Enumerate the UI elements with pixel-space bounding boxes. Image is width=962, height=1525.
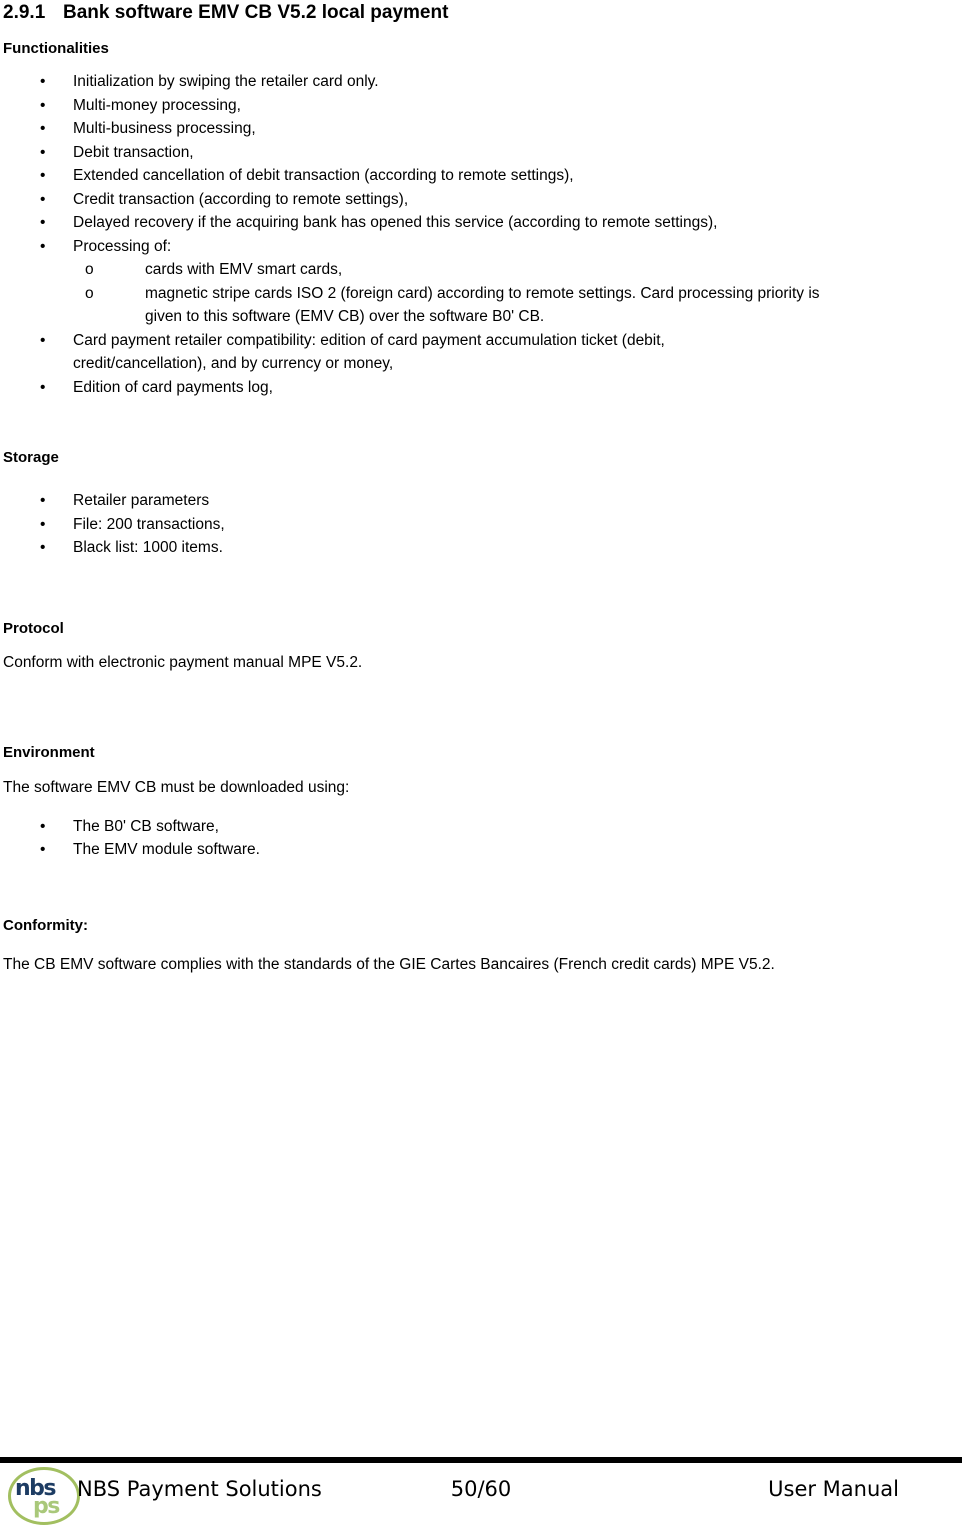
list-item-text: Retailer parameters bbox=[73, 492, 210, 509]
list-item bbox=[40, 117, 917, 141]
bullet-icon: • bbox=[40, 515, 46, 533]
list-item-text: Card payment retailer compatibility: edition of card payment accumulation ticket (debit, credit/cancellation), and by currency or money, bbox=[73, 331, 665, 372]
section-number: 2.9.1 bbox=[3, 2, 46, 23]
list-item-text: Initialization by swiping the retailer card only. bbox=[73, 73, 379, 90]
list-item bbox=[40, 376, 917, 400]
bullet-icon: • bbox=[40, 73, 46, 90]
bullet-icon: • bbox=[40, 817, 46, 835]
list-item bbox=[40, 141, 917, 165]
list-item bbox=[40, 329, 780, 376]
list-item-text: Delayed recovery if the acquiring bank has opened this service (according to remote settings), bbox=[73, 214, 718, 231]
sub-list-item bbox=[73, 258, 917, 282]
conformity-heading: Conformity: bbox=[3, 916, 88, 934]
list-item bbox=[40, 489, 917, 513]
environment-heading: Environment bbox=[3, 743, 95, 761]
list-item bbox=[40, 815, 917, 839]
sub-bullet-icon: o bbox=[85, 261, 94, 278]
protocol-heading: Protocol bbox=[3, 619, 64, 637]
bullet-icon: • bbox=[40, 143, 46, 161]
bullet-icon: • bbox=[40, 378, 46, 396]
list-item bbox=[40, 235, 917, 329]
sub-list-item bbox=[73, 282, 845, 329]
nbs-logo-text-top: nbs bbox=[15, 1476, 56, 1501]
storage-list bbox=[3, 489, 917, 560]
list-item-text: Processing of: bbox=[73, 237, 172, 255]
list-item-text: Extended cancellation of debit transaction (according to remote settings), bbox=[73, 167, 574, 184]
bullet-icon: • bbox=[40, 539, 46, 556]
list-item-text: Multi-business processing, bbox=[73, 120, 256, 137]
footer-divider bbox=[0, 1457, 962, 1463]
list-item-text: Black list: 1000 items. bbox=[73, 539, 223, 556]
list-item-text: Edition of card payments log, bbox=[73, 378, 273, 396]
storage-heading: Storage bbox=[3, 449, 59, 466]
nbs-logo-text-bottom: ps bbox=[33, 1494, 59, 1519]
conformity-body: The CB EMV software complies with the standards of the GIE Cartes Bancaires (French credit cards) MPE V5.2. bbox=[3, 955, 775, 973]
list-item bbox=[40, 536, 917, 560]
sub-bullet-icon: o bbox=[85, 284, 94, 302]
section-title: Bank software EMV CB V5.2 local payment bbox=[63, 2, 449, 23]
list-item bbox=[40, 94, 917, 118]
footer-doc-title: User Manual bbox=[768, 1477, 899, 1501]
list-item-text: Debit transaction, bbox=[73, 143, 194, 161]
footer-company-name: NBS Payment Solutions bbox=[77, 1477, 322, 1501]
footer-page-indicator: 50/60 bbox=[450, 1477, 512, 1501]
section-heading bbox=[3, 2, 917, 24]
environment-intro: The software EMV CB must be downloaded using: bbox=[3, 778, 350, 796]
bullet-icon: • bbox=[40, 120, 46, 137]
bullet-icon: • bbox=[40, 214, 46, 231]
bullet-icon: • bbox=[40, 167, 46, 184]
bullet-icon: • bbox=[40, 841, 46, 858]
protocol-body: Conform with electronic payment manual MPE V5.2. bbox=[3, 653, 363, 671]
list-item-text: The EMV module software. bbox=[73, 841, 260, 858]
list-item bbox=[40, 70, 917, 94]
bullet-icon: • bbox=[40, 331, 46, 349]
sub-list-item-text: cards with EMV smart cards, bbox=[145, 261, 343, 278]
list-item-text: Credit transaction (according to remote settings), bbox=[73, 190, 409, 208]
processing-sub-list bbox=[73, 258, 917, 329]
bullet-icon: • bbox=[40, 492, 46, 509]
list-item-text: File: 200 transactions, bbox=[73, 515, 225, 533]
functionalities-heading: Functionalities bbox=[3, 40, 109, 57]
list-item bbox=[40, 513, 917, 537]
list-item bbox=[40, 838, 917, 862]
sub-list-item-text: magnetic stripe cards ISO 2 (foreign card) according to remote settings. Card processing priority is given to this software (EMV CB) over the software B0' CB. bbox=[145, 284, 820, 325]
bullet-icon: • bbox=[40, 190, 46, 208]
functionalities-list bbox=[3, 70, 917, 399]
environment-list bbox=[3, 815, 917, 862]
bullet-icon: • bbox=[40, 96, 46, 114]
bullet-icon: • bbox=[40, 237, 46, 255]
list-item bbox=[40, 211, 917, 235]
list-item-text: Multi-money processing, bbox=[73, 96, 241, 114]
list-item bbox=[40, 164, 917, 188]
list-item-text: The B0' CB software, bbox=[73, 817, 219, 835]
page-footer bbox=[0, 1470, 962, 1519]
list-item bbox=[40, 188, 917, 212]
